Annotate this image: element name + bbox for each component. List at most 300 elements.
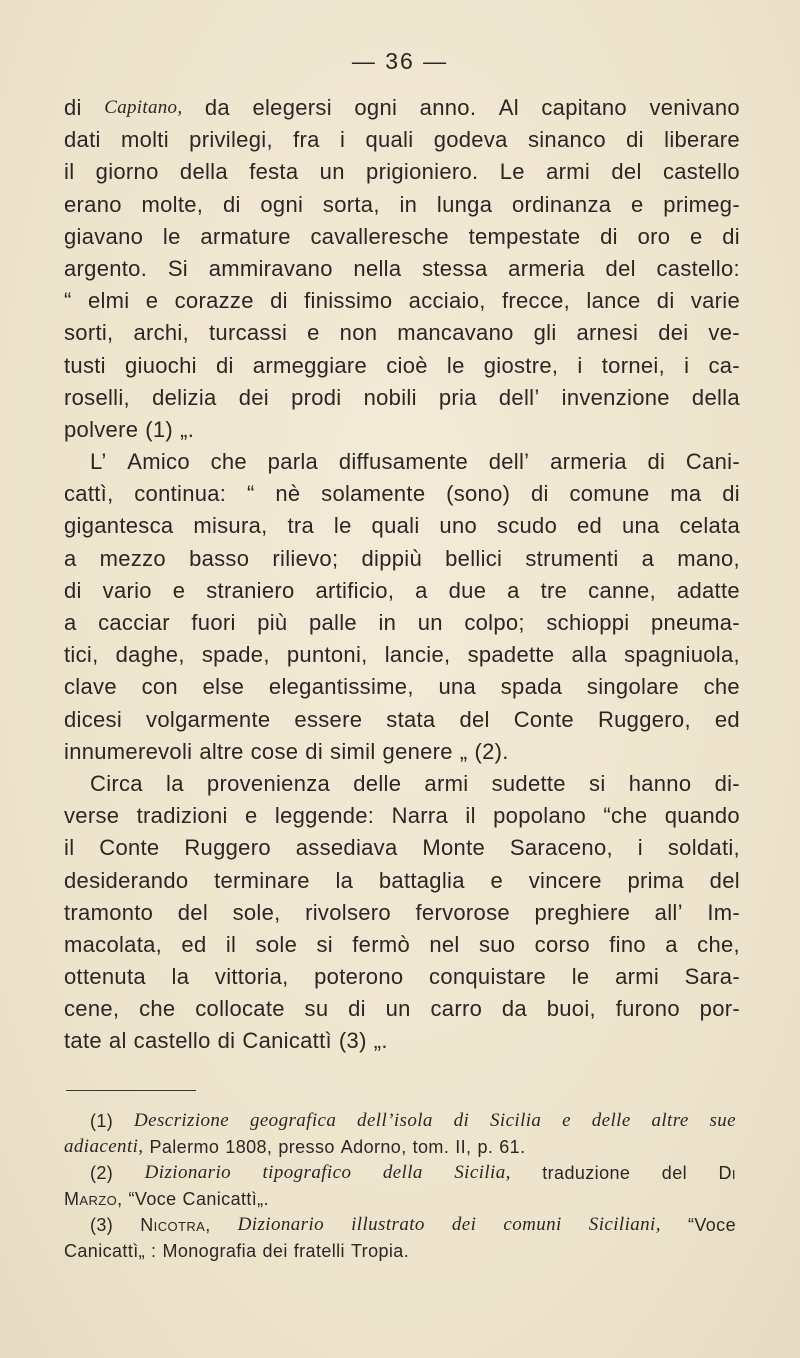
word: alla [571, 642, 607, 668]
word: armi [615, 964, 660, 990]
word: Adorno, [340, 1137, 407, 1157]
word: (sono) [446, 481, 511, 507]
word: vario [102, 577, 152, 603]
word: ed [714, 706, 740, 732]
word: rilievo; [272, 545, 339, 571]
word: comune [569, 481, 650, 507]
word: terminare [214, 867, 310, 893]
word: che [139, 996, 176, 1022]
text-line [64, 253, 740, 285]
word: “ [64, 288, 72, 314]
word: il [225, 931, 237, 957]
word: che, [697, 931, 740, 957]
word: elmi [87, 288, 130, 314]
word: canne, [588, 577, 656, 603]
word: le [333, 513, 352, 539]
word: di [722, 481, 740, 507]
word: dell’isola [357, 1110, 433, 1131]
word: dell’ [488, 449, 530, 475]
word: volgarmente [146, 706, 271, 732]
word: ogni [354, 95, 398, 120]
word: tradizioni [136, 803, 228, 829]
word: con [141, 674, 178, 700]
word: bellici [445, 545, 503, 571]
word: della [382, 1162, 423, 1183]
word: Di [718, 1163, 736, 1183]
word: armeria [508, 255, 585, 281]
word: L’ [90, 449, 107, 475]
text-line [64, 124, 740, 156]
word: stessa [422, 255, 488, 281]
text-line [64, 865, 740, 897]
word: „. [180, 416, 195, 442]
word: “che [603, 803, 648, 829]
word: popolano [493, 803, 587, 829]
word: tra [287, 513, 315, 539]
word: che [210, 449, 247, 475]
word: sole, [232, 899, 281, 925]
word: i [637, 835, 643, 861]
word: “Voce [128, 1189, 177, 1209]
word: genere [382, 738, 453, 764]
word: armi [424, 770, 469, 796]
word: e [172, 577, 186, 603]
word: diffusamente [338, 449, 468, 475]
text-line [64, 671, 740, 703]
word: conquistare [429, 964, 547, 990]
word: erano [64, 191, 122, 217]
text-line [64, 768, 740, 800]
word: altre [651, 1110, 689, 1131]
word: corazze [174, 288, 254, 314]
text-line [64, 510, 740, 542]
word: fermò [352, 931, 411, 957]
word: (3) [338, 1028, 367, 1054]
word: battaglia [378, 867, 465, 893]
word: di [305, 738, 324, 764]
word: di [531, 481, 549, 507]
word: schioppi [546, 610, 630, 635]
word: del [709, 867, 740, 893]
word: spada [500, 674, 563, 700]
word: giorno [95, 159, 159, 185]
word: tici, [64, 642, 99, 668]
word: macolata, [64, 931, 163, 957]
word: else [202, 674, 245, 700]
word: cavalleresche [310, 223, 449, 249]
word: armeggiare [252, 352, 368, 378]
word: a [64, 610, 77, 635]
word: stata [386, 706, 436, 732]
text-line [64, 285, 740, 317]
word: Canicattì„ [64, 1241, 146, 1261]
word: Canicattì [242, 1028, 332, 1054]
word: spade, [201, 642, 270, 668]
word: ordinanza [511, 191, 612, 217]
word: si [316, 931, 333, 957]
word: cose [250, 738, 299, 764]
word: sue [709, 1110, 736, 1131]
word: frecce, [501, 288, 571, 314]
word: molte, [141, 191, 204, 217]
word: da [204, 95, 230, 120]
word: Al [498, 95, 519, 120]
word: Siciliani, [588, 1214, 661, 1235]
word: essere [294, 706, 363, 732]
word: altre [199, 738, 244, 764]
word: che [703, 674, 740, 700]
word: turcassi [209, 320, 288, 346]
word: furono [615, 996, 680, 1022]
word: e [307, 320, 320, 346]
word: giuochi [124, 352, 197, 378]
word: soldati, [667, 835, 740, 861]
footnote-line [64, 1212, 736, 1238]
word: armature [200, 223, 291, 249]
word: fratelli [293, 1241, 345, 1261]
word: 1808, [225, 1137, 273, 1157]
word: del [459, 706, 490, 732]
word: Monte [422, 835, 486, 861]
word: Conte [99, 835, 160, 861]
word: Descrizione [133, 1110, 230, 1131]
word: armi [546, 159, 591, 185]
word: castello [662, 159, 740, 185]
word: Sicilia [489, 1110, 542, 1131]
word: celata [679, 513, 740, 539]
word: acciaio, [408, 288, 486, 314]
text-line [64, 929, 740, 961]
word: lancie, [384, 642, 451, 668]
word: roselli, [64, 384, 130, 410]
word: Le [499, 159, 525, 185]
word: archi, [133, 320, 190, 346]
word: singolare [586, 674, 679, 700]
word: gli [533, 320, 557, 346]
word: le [446, 352, 465, 378]
word: quando [664, 803, 740, 829]
word: “Voce [687, 1215, 736, 1235]
word: Tropia. [350, 1241, 410, 1261]
word: provenienza [206, 770, 331, 796]
word: tipografico [262, 1162, 352, 1183]
text-line [64, 317, 740, 349]
word: sole [255, 931, 298, 957]
word: si [589, 770, 606, 796]
word: liberare [664, 127, 740, 153]
word: cacciar [98, 610, 170, 635]
word: castello [133, 1028, 211, 1054]
word: ed [181, 931, 207, 957]
word: spagniuola, [624, 642, 740, 668]
word: tornei, [601, 352, 665, 378]
word: suo [478, 931, 516, 957]
word: mezzo [99, 545, 166, 571]
word: adiacenti, [64, 1136, 144, 1157]
text-line [64, 92, 740, 124]
word: Narra [391, 803, 449, 829]
word: nobili [363, 384, 417, 410]
word: cene, [64, 996, 120, 1022]
page-number: — 36 — [351, 48, 449, 74]
word: elegantissime, [268, 674, 414, 700]
word: leggende: [274, 803, 375, 829]
word: di [722, 223, 740, 249]
word: all’ [654, 899, 683, 925]
word: su [304, 996, 329, 1022]
word: il [465, 803, 476, 829]
word: poterono [314, 964, 404, 990]
word: “ [246, 481, 255, 507]
text-line [64, 446, 740, 478]
word: tramonto [64, 899, 154, 925]
footnotes [64, 1108, 736, 1264]
word: della [691, 384, 740, 410]
word: Circa [90, 770, 143, 796]
word: della [179, 159, 228, 185]
word: polvere [64, 416, 139, 442]
word: fino [609, 931, 646, 957]
word: cattì, [64, 481, 114, 507]
word: geografica [249, 1110, 337, 1131]
word: un [319, 159, 345, 185]
word: colpo; [464, 610, 525, 635]
word: adatte [676, 577, 740, 603]
word: di [270, 288, 288, 314]
word: lance [586, 288, 641, 314]
word: : [151, 1241, 157, 1261]
word: Conte [513, 706, 574, 732]
footnote-line [64, 1108, 736, 1134]
word: argento. [64, 255, 148, 281]
word: varie [690, 288, 740, 314]
word: Sicilia, [454, 1162, 511, 1183]
word: venivano [649, 95, 740, 120]
word: giavano [64, 223, 144, 249]
word: „. [373, 1028, 388, 1054]
word: artificio, [315, 577, 395, 603]
word: i [577, 352, 583, 378]
word: scudo [496, 513, 558, 539]
word: una [438, 674, 477, 700]
text-line [64, 607, 740, 639]
word: buoi, [546, 996, 596, 1022]
word: ammiravano [208, 255, 333, 281]
word: illustrato [351, 1214, 425, 1235]
word: dei [658, 320, 689, 346]
word: strumenti [525, 545, 619, 571]
word: prodi [291, 384, 342, 410]
word: Ruggero [184, 835, 271, 861]
word: Amico [127, 449, 190, 475]
text-line [64, 1025, 740, 1057]
word: in [378, 610, 397, 635]
footnote-line [64, 1186, 736, 1212]
text-line [64, 156, 740, 188]
word: Monografia [162, 1241, 257, 1261]
word: la [166, 770, 184, 796]
word: le [162, 223, 181, 249]
text-line [64, 478, 740, 510]
text-line [64, 704, 740, 736]
word: i [684, 352, 690, 378]
footnote-line [64, 1160, 736, 1186]
word: le [571, 964, 590, 990]
word: una [621, 513, 660, 539]
word: finissimo [304, 288, 393, 314]
word: mano, [677, 545, 740, 571]
word: rivolsero [305, 899, 391, 925]
word: sorta, [322, 191, 380, 217]
word: arnesi [576, 320, 639, 346]
word: desiderando [64, 867, 189, 893]
word: presso [278, 1137, 335, 1157]
word: II, [455, 1137, 472, 1157]
footnote-line [64, 1238, 736, 1264]
word: traduzione [542, 1163, 631, 1183]
word: e [245, 803, 258, 829]
text-line [64, 543, 740, 575]
text-line [64, 800, 740, 832]
text-line [64, 993, 740, 1025]
word: e [490, 867, 504, 893]
word: gigantesca [64, 513, 174, 539]
footnote-divider [66, 1090, 196, 1091]
word: (1) [145, 416, 174, 442]
word: 61. [499, 1137, 526, 1157]
word: (2). [474, 738, 509, 764]
word: giostre, [483, 352, 559, 378]
word: da [501, 996, 527, 1022]
text-line [64, 639, 740, 671]
word: privilegi, [189, 127, 273, 153]
word: del [177, 899, 209, 925]
word: di [600, 223, 618, 249]
word: Im- [707, 899, 740, 925]
word: sinanco [527, 127, 606, 153]
word: cioè [386, 352, 428, 378]
word: vittoria, [214, 964, 289, 990]
word: uno [439, 513, 478, 539]
word: ma [670, 481, 702, 507]
word: di [215, 352, 234, 378]
word: ve- [708, 320, 740, 346]
word: Ruggero, [597, 706, 691, 732]
word: a [64, 545, 77, 571]
text-line [64, 897, 740, 929]
text-line [64, 350, 740, 382]
word: a [415, 577, 428, 603]
word: due [448, 577, 487, 603]
word: di [64, 577, 82, 603]
word: (1) [90, 1111, 114, 1131]
word: ed [577, 513, 603, 539]
word: di [626, 127, 644, 153]
word: innumerevoli [64, 738, 193, 764]
text-line [64, 961, 740, 993]
word: Nicotra, [140, 1215, 211, 1235]
word: castello: [656, 255, 740, 281]
word: al [108, 1028, 127, 1054]
word: e [562, 1110, 571, 1131]
word: dei [238, 384, 269, 410]
word: tate [64, 1028, 102, 1054]
word: tom. [412, 1137, 450, 1157]
word: quali [371, 513, 420, 539]
word: dippiù [361, 545, 423, 571]
word: un [417, 610, 443, 635]
word: ca- [708, 352, 740, 378]
word: nella [353, 255, 402, 281]
word: del [605, 255, 636, 281]
word: misura, [193, 513, 268, 539]
word: e [145, 288, 159, 314]
word: hanno [628, 770, 692, 796]
word: Canicattì„. [182, 1189, 269, 1209]
word: assediava [295, 835, 398, 861]
word: dei [262, 1241, 288, 1261]
word: clave [64, 674, 117, 700]
word: Dizionario [144, 1162, 232, 1183]
word: di- [714, 770, 740, 796]
word: il [64, 835, 75, 861]
word: dati [64, 127, 101, 153]
word: molti [120, 127, 169, 153]
word: del [611, 159, 642, 185]
word: vincere [528, 867, 602, 893]
word: verse [64, 803, 120, 829]
word: a [665, 931, 678, 957]
word: di [64, 95, 82, 120]
word: straniero [206, 577, 295, 603]
word: più [257, 610, 288, 635]
word: Saraceno, [509, 835, 613, 861]
word: la [335, 867, 354, 893]
word: sorti, [64, 320, 114, 346]
word: di [656, 288, 675, 314]
word: di [348, 996, 366, 1022]
word: Dizionario [237, 1214, 325, 1235]
word: „ [459, 738, 468, 764]
word: nè [275, 481, 301, 507]
word: capitano [541, 95, 627, 120]
word: delizia [152, 384, 217, 410]
footnote-line [64, 1134, 736, 1160]
word: preghiere [534, 899, 631, 925]
word: continua: [134, 481, 227, 507]
word: il [64, 159, 75, 185]
word: anno. [419, 95, 477, 120]
text-line [64, 575, 740, 607]
word: carro [430, 996, 483, 1022]
word: parla [267, 449, 319, 475]
word: primeg- [663, 191, 740, 217]
word: quali [365, 127, 414, 153]
text-line [64, 736, 740, 768]
word: (3) [90, 1215, 114, 1235]
word: e [631, 191, 644, 217]
word: di [217, 1028, 236, 1054]
word: armeria [550, 449, 627, 475]
word: comuni [503, 1214, 562, 1235]
word: palle [308, 610, 357, 635]
word: non [339, 320, 378, 346]
word: mancavano [397, 320, 514, 346]
word: lunga [436, 191, 493, 217]
word: solamente [321, 481, 426, 507]
word: pneuma- [650, 610, 740, 635]
word: fuori [191, 610, 236, 635]
